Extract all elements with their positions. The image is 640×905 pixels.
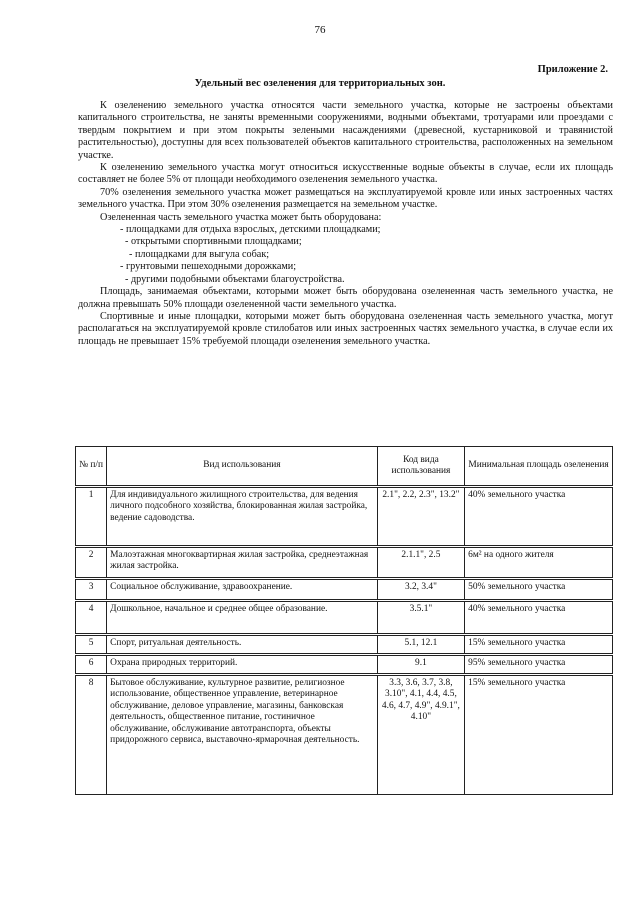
cell-code: 3.5.1" [377,601,464,635]
header-area: Минимальная площадь озеленения [465,447,613,487]
table-row [76,547,613,579]
greening-table [75,446,613,795]
header-code: Код вида использования [377,447,464,487]
cell-num: 2 [76,547,107,579]
paragraph-2: К озеленению земельного участка могут относиться искусственные водные объекты в случае, если их площадь составляет не более 5% от площади необходимого озеленения земельного участка. [78,162,613,186]
cell-area: 15% земельного участка [465,635,613,655]
paragraph-3: 70% озеленения земельного участка может размещаться на эксплуатируемой кровле или иных застроенных частях земельного участка. При этом 30% озеленения размещается на земельном участке. [78,186,613,211]
body-text [78,100,613,348]
list-item: - грунтовыми пешеходными дорожками; [120,261,297,273]
table-header-row [76,447,613,487]
table-row [76,487,613,547]
cell-num: 6 [76,655,107,675]
cell-area: 15% земельного участка [465,675,613,795]
paragraph-1: К озеленению земельного участка относятся части земельного участка, которые не застроены объектами капитального строительства, не заняты временными сооружениями, водными объектами, тротуарами или проездами с твердым покрытием и при этом покрыты зелеными насаждениями (древесной, кустарниковой и травянистой растительностью), доступны для всех пользователей объектов капитального строительства, расположенных на земельном участке. [78,100,613,161]
cell-code: 2.1", 2.2, 2.3", 13.2" [377,487,464,547]
table-row [76,601,613,635]
header-use: Вид использования [107,447,378,487]
cell-num: 3 [76,579,107,601]
cell-num: 8 [76,675,107,795]
list-item: - площадками для отдыха взрослых, детскими площадками; [120,224,381,236]
cell-area: 95% земельного участка [465,655,613,675]
cell-code: 3.2, 3.4" [377,579,464,601]
cell-code: 3.3, 3.6, 3.7, 3.8, 3.10", 4.1, 4.4, 4.5, 4.6, 4.7, 4.9", 4.9.1", 4.10" [377,675,464,795]
table-row [76,635,613,655]
header-num: № п/п [76,447,107,487]
cell-use: Дошкольное, начальное и среднее общее образование. [107,601,378,635]
cell-code: 9.1 [377,655,464,675]
cell-use: Спорт, ритуальная деятельность. [107,635,378,655]
cell-use: Малоэтажная многоквартирная жилая застройка, среднеэтажная жилая застройка. [107,547,378,579]
cell-area: 40% земельного участка [465,601,613,635]
paragraph-4: Озелененная часть земельного участка может быть оборудована: [100,211,382,223]
list-item: - открытыми спортивными площадками; [125,236,302,248]
cell-num: 5 [76,635,107,655]
cell-use: Социальное обслуживание, здравоохранение. [107,579,378,601]
cell-use: Охрана природных территорий. [107,655,378,675]
table-row [76,579,613,601]
cell-code: 5.1, 12.1 [377,635,464,655]
page-number: 76 [314,24,326,36]
cell-area: 6м² на одного жителя [465,547,613,579]
paragraph-6: Спортивные и иные площадки, которыми может быть оборудована озелененная часть земельного участка, могут располагаться на эксплуатируемой кровле стилобатов или иных застроенных частях земельного участка, в случае если их площадь не превышает 15% требуемой площади озеленения земельного участка. [78,310,613,347]
cell-area: 50% земельного участка [465,579,613,601]
cell-use: Бытовое обслуживание, культурное развитие, религиозное использование, общественное управление, ветеринарное обслуживание, деловое управление, магазины, банковская деятельность, общественное питание, гостиничное обслуживание, обслуживание автотранспорта, объекты придорожного сервиса, выставочно-ярмарочная деятельность. [107,675,378,795]
equipment-list [78,224,613,286]
list-item: - площадками для выгула собак; [129,248,270,260]
cell-num: 4 [76,601,107,635]
list-item: - другими подобными объектами благоустройства. [125,273,345,285]
cell-code: 2.1.1", 2.5 [377,547,464,579]
table-row [76,655,613,675]
cell-use: Для индивидуального жилищного строительства, для ведения личного подсобного хозяйства, блокированная жилая застройка, ведение садоводства. [107,487,378,547]
table-row [76,675,613,795]
paragraph-5: Площадь, занимаемая объектами, которыми может быть оборудована озелененная часть земельного участка, не должна превышать 50% площади озелененной части земельного участка. [78,286,613,310]
cell-area: 40% земельного участка [465,487,613,547]
cell-num: 1 [76,487,107,547]
document-title: Удельный вес озеленения для территориальных зон. [194,78,446,89]
appendix-label: Приложение 2. [537,64,608,75]
